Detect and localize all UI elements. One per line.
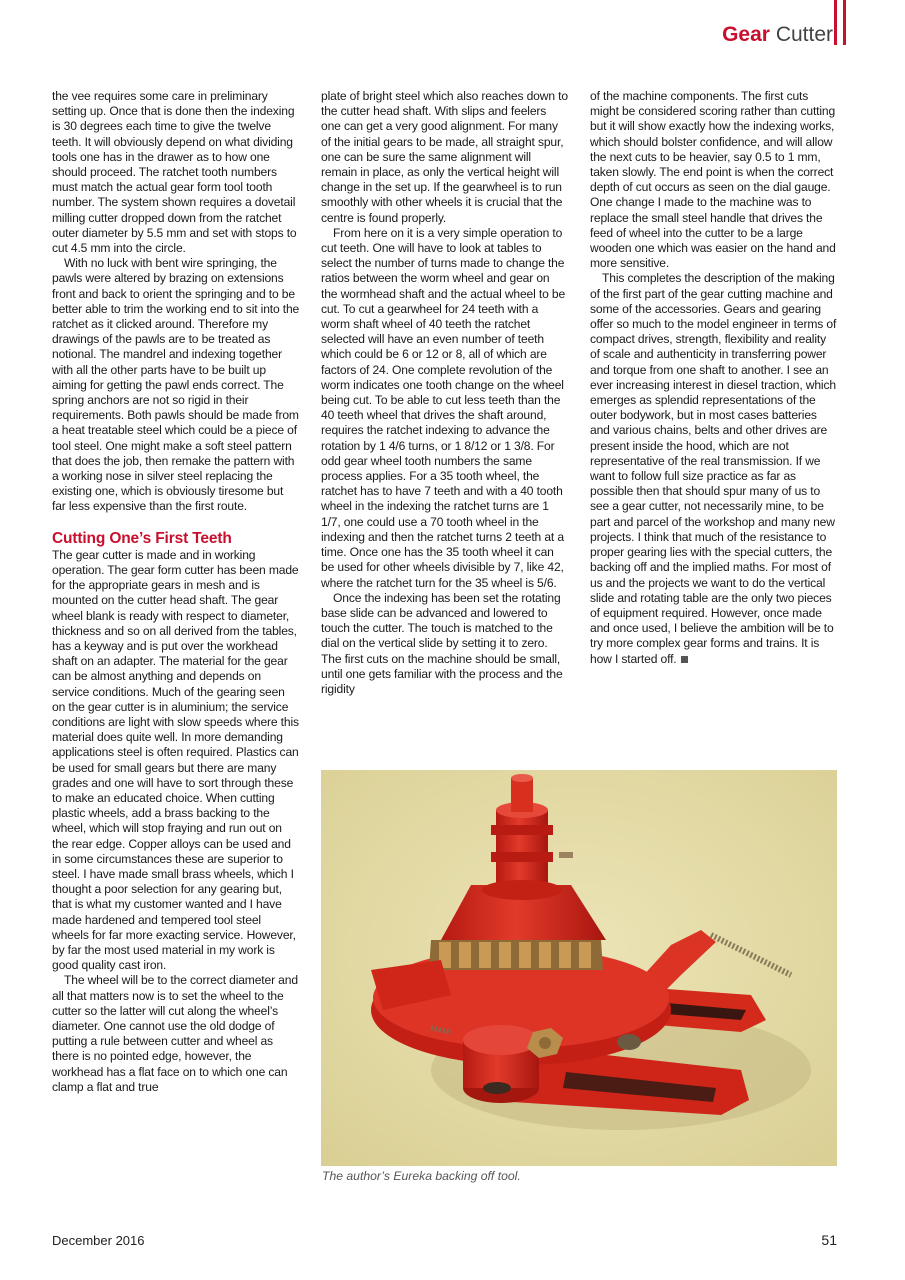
header-rule-right [843,0,846,45]
paragraph: From here on it is a very simple operation to cut teeth. One will have to look at tables to select the number of turns made to change the ratios between the worm wheel and gear on the wormhead shaft and the actual wheel to be cut. To cut a gearwheel for 24 teeth with a worm shaft wheel of 40 teeth the ratchet selected will have an even number of teeth which could be 6 or 12 or 8, all of which are factors of 24. One complete revolution of the worm indicates one tooth change on the wheel being cut. To be able to cut less teeth than the 40 teeth wheel that drives the shaft around, requires the ratchet indexing to advance the rotation by 1 4/6 turns, or 1 8/12 or 1 3/8. For odd gear wheel tooth numbers the same process applies. For a 35 tooth wheel, the ratchet has to have 7 teeth and with a 40 tooth wheel in the indexing the ratchet turns are 1 1/7, one could use a 70 tooth wheel in the indexing and then the ratchet turns 2 teeth at a time. Once one has the 35 tooth wheel it can be used for other wheels divisible by 7, like 42, where the ratchet turn for the 35 wheel is 5/6. [321,225,566,590]
text-column-1 [52,89,300,1095]
text-column-2 [321,89,569,697]
paragraph: plate of bright steel which also reaches down to the cutter head shaft. With slips and feelers one can get a very good alignment. For many of the initial gears to be made, all straight spur, one can be sure the same alignment will remain in place, as only the vertical height will change in the set up. If the gearwheel is to run smoothly with other wheels it is crucial that the centre is found properly. [321,89,568,225]
running-header [722,20,833,50]
page-number: 51 [821,1232,837,1248]
paragraph: With no luck with bent wire springing, the pawls were altered by brazing on extensions front and back to orient the springing and to be better able to trim the working end to sit into the ratchet as it clicked around. Therefore my drawings of the pawls are to be treated as notional. The mandrel and indexing together with all the other parts have to be built up aiming for getting the pawl ends correct. The spring anchors are not so rigid in their requirements. Both pawls should be made from a heat treatable steel which could be a piece of tool steel. One might make a soft steel pattern that does the job, then remake the pattern with a working nose in silver steel replacing the existing one, which is obviously tiresome but far less expensive than the first route. [52,256,300,514]
paragraph: Once the indexing has been set the rotating base slide can be advanced and lowered to touch the cutter. The touch is matched to the dial on the vertical slide by setting it to zero. The first cuts on the machine should be small, until one gets familiar with the process and the rigidity [321,590,563,696]
paragraph: The wheel will be to the correct diameter and all that matters now is to set the wheel to the cutter so the latter will cut along the wheel’s diameter. One cannot use the old dodge of putting a rule between cutter and wheel as there is no pointed edge, however, the workhead has a flat face on to which one can clamp a flat and true [52,973,298,1094]
header-rule-left [834,0,837,45]
paragraph-text: This completes the description of the making of the first part of the gear cutting machine and some of the accessories. Gears and gearing offer so much to the model engineer in terms of compact drives, strength, flexibility and reality of scale and authenticity in transferring power and torque from one shaft to another. I see an ever increasing interest in diesel traction, which emerges as splendid representations of the outer bodywork, but in most cases batteries and various chains, belts and other drives are present inside the hood, which are not representative of the real transmission. If we want to follow full size practice as far as possible then that should spur many of us to see a gear cutter, not necessarily mine, to be part and parcel of the workshop and many new projects. I think that much of the resistance to proper gearing lies with the special cutters, the backing off and the implied maths. For most of us and the projects we want to do the vertical slide and rotating table are the only two pieces of equipment required. However, once made and once used, I believe the ambition will be to try more complex gear forms and trains. It is how I started off. [590,271,837,666]
figure-caption: The author’s Eureka backing off tool. [322,1169,521,1183]
backing-off-tool-photo [321,770,837,1166]
subheading: Cutting One’s First Teeth [52,529,232,547]
end-mark-icon [681,656,688,663]
footer-date: December 2016 [52,1233,145,1248]
paragraph-final [590,271,838,666]
header-section-bold: Gear [722,23,770,46]
text-column-3 [590,89,838,667]
header-section-light: Cutter [775,23,833,46]
paragraph: The gear cutter is made and in working operation. The gear form cutter has been made for the appropriate gears in mesh and is mounted on the cutter head shaft. The gear wheel blank is ready with respect to diameter, thickness and so on all derived from the tables, has a keyway and is put over the workhead shaft on an adapter. The material for the gear can be almost anything and depends on service conditions. Much of the gearing seen on the gear cutter is in aluminium; the service conditions are light with slow speeds where this material does quite well. In more demanding applications steel is often required. Plastics can be used for small gears but there are many grades and one will have to sort through these to make an educated choice. When cutting plastic wheels, add a brass backing to the wheel, which will stop fraying and run out on the rear edge. Copper alloys can be used and in some circumstances these are superior to steel. I have made small brass wheels, which I thought a poor selection for any gearing but, that is what my customer wanted and I have made hardened and tempered tool steel wheels for far more exacting service. However, by far the most used material in my work is good quality cast iron. [52,547,299,973]
paragraph: the vee requires some care in preliminary setting up. Once that is done then the indexing is 30 degrees each time to give the twelve teeth. It will obviously depend on what dividing tools one has in the drawer as to how one should proceed. The ratchet tooth numbers must match the actual gear form tool tooth number. The system shown requires a dovetail milling cutter dropped down from the ratchet outer diameter by 5.5 mm and set with stops to cut 4.5 mm into the circle. [52,89,297,256]
paragraph: of the machine components. The first cuts might be considered scoring rather than cutting but it will show exactly how the indexing works, which should bolster confidence, and will allow the next cuts to be heavier, say 0.5 to 1 mm, taken slowly. The end point is when the correct depth of cut occurs as seen on the dial gauge. One change I made to the machine was to replace the small steel handle that drives the feed of wheel into the cutter to be a large wooden one which was easier on the hand and more sensitive. [590,89,836,271]
